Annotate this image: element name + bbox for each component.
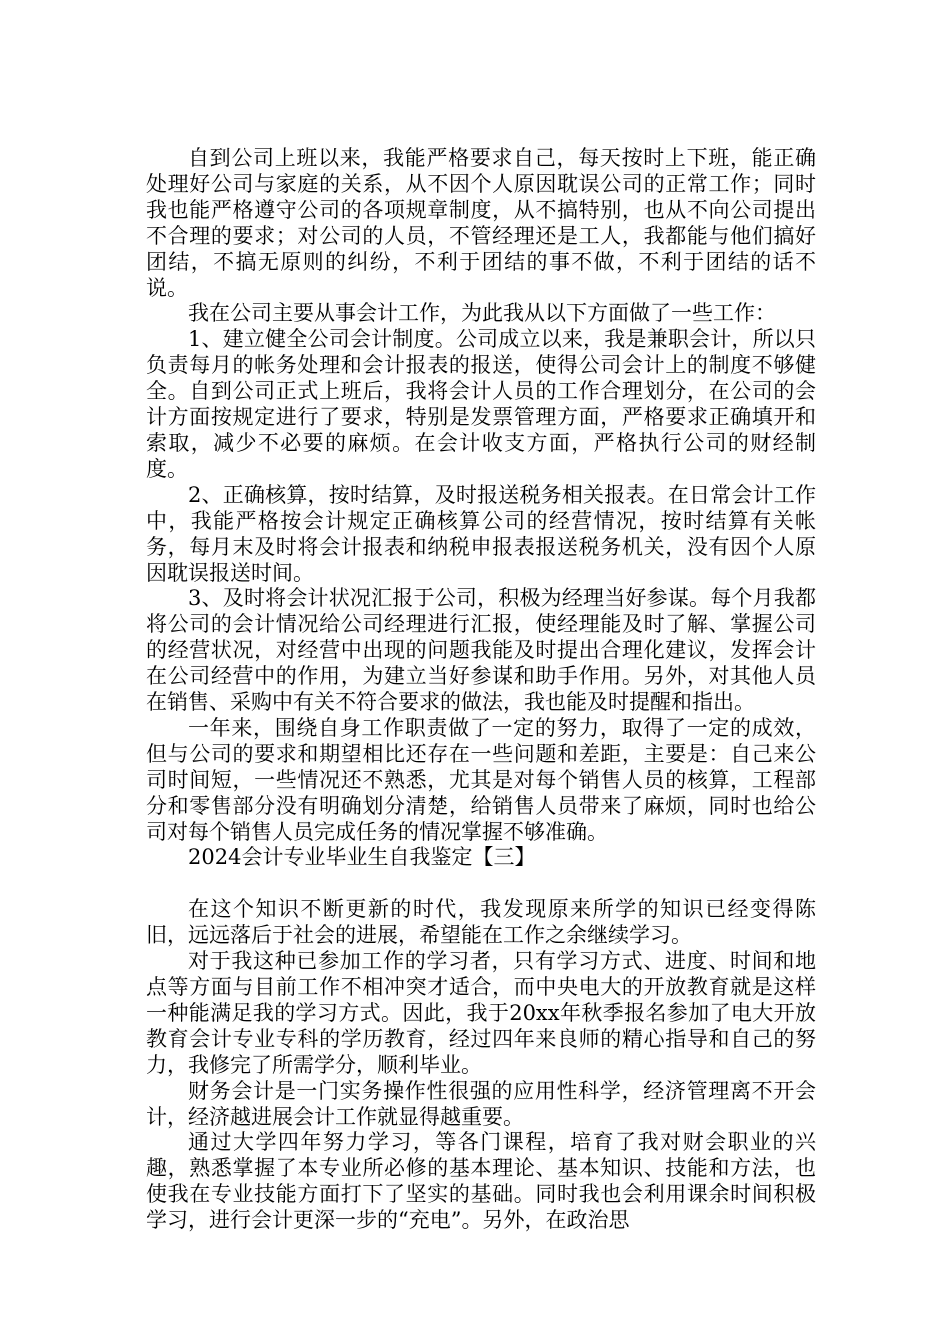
- paragraph-continue-learning: 在这个知识不断更新的时代，我发现原来所学的知识已经变得陈旧，远远落后于社会的进展，希望能在工作之余继续学习。: [146, 897, 816, 948]
- paragraph-work-attitude: 自到公司上班以来，我能严格要求自己，每天按时上下班，能正确处理好公司与家庭的关系，从不因个人原因耽误公司的正常工作；同时我也能严格遵守公司的各项规章制度，从不搞特别，也从不向公司提出不合理的要求；对公司的人员，不管经理还是工人，我都能与他们搞好团结，不搞无原则的纠纷，不利于团结的事不做，不利于团结的话不说。: [146, 146, 816, 300]
- paragraph-accounting-importance: 财务会计是一门实务操作性很强的应用性科学，经济管理离不开会计，经济越进展会计工作就显得越重要。: [146, 1078, 816, 1129]
- document-page: [146, 146, 816, 1234]
- paragraph-open-education: 对于我这种已参加工作的学习者，只有学习方式、进度、时间和地点等方面与目前工作不相冲突才适合，而中央电大的开放教育就是这样一种能满足我的学习方式。因此，我于20xx年秋季报名参加了电大开放教育会计专业专科的学历教育，经过四年来良师的精心指导和自己的努力，我修完了所需学分，顺利毕业。: [146, 949, 816, 1077]
- paragraph-work-intro: 我在公司主要从事会计工作，为此我从以下方面做了一些工作：: [188, 301, 776, 326]
- paragraph-item-1: 1、建立健全公司会计制度。公司成立以来，我是兼职会计，所以只负责每月的帐务处理和会计报表的报送，使得公司会计上的制度不够健全。自到公司正式上班后，我将会计人员的工作合理划分，在公司的会计方面按规定进行了要求，特别是发票管理方面，严格要求正确填开和索取，减少不必要的麻烦。在会计收支方面，严格执行公司的财经制度。: [146, 327, 816, 481]
- paragraph-item-2: 2、正确核算，按时结算，及时报送税务相关报表。在日常会计工作中，我能严格按会计规定正确核算公司的经营情况，按时结算有关帐务，每月末及时将会计报表和纳税申报表报送税务机关，没有因个人原因耽误报送时间。: [146, 482, 816, 585]
- paragraph-item-3: 3、及时将会计状况汇报于公司，积极为经理当好参谋。每个月我都将公司的会计情况给公司经理进行汇报，使经理能及时了解、掌握公司的经营状况，对经营中出现的问题我能及时提出合理化建议，发挥会计在公司经营中的作用，为建立当好参谋和助手作用。另外，对其他人员在销售、采购中有关不符合要求的做法，我也能及时提醒和指出。: [146, 586, 816, 715]
- section-heading: 2024会计专业毕业生自我鉴定【三】: [188, 845, 536, 870]
- blank-line: [146, 871, 816, 897]
- paragraph-study-results: 通过大学四年努力学习，等各门课程，培育了我对财会职业的兴趣，熟悉掌握了本专业所必修的基本理论、基本知识、技能和方法，也使我在专业技能方面打下了坚实的基础。同时我也会利用课余时间积极学习，进行会计更深一步的“充电”。另外，在政治思: [146, 1130, 816, 1233]
- paragraph-summary: 一年来，围绕自身工作职责做了一定的努力，取得了一定的成效，但与公司的要求和期望相比还存在一些问题和差距，主要是：自己来公司时间短，一些情况还不熟悉，尤其是对每个销售人员的核算，工程部分和零售部分没有明确划分清楚，给销售人员带来了麻烦，同时也给公司对每个销售人员完成任务的情况掌握不够准确。: [146, 715, 816, 844]
